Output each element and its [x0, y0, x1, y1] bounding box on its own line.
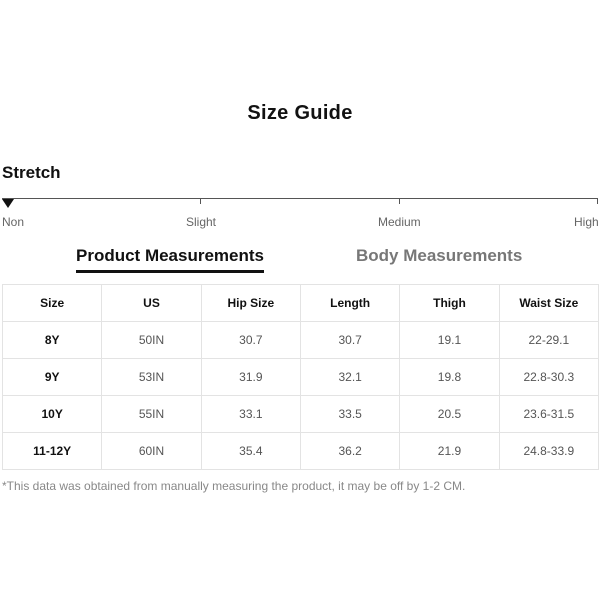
header-us: US — [102, 285, 201, 322]
cell-size: 8Y — [3, 322, 102, 359]
stretch-level-medium: Medium — [378, 215, 421, 229]
cell-hip-size: 30.7 — [201, 322, 300, 359]
cell-waist-size: 23.6-31.5 — [499, 396, 598, 433]
header-size: Size — [3, 285, 102, 322]
header-waist-size: Waist Size — [499, 285, 598, 322]
tab-body-measurements[interactable]: Body Measurements — [356, 246, 523, 265]
stretch-tick-high — [597, 198, 598, 204]
cell-hip-size: 35.4 — [201, 433, 300, 470]
cell-hip-size: 31.9 — [201, 359, 300, 396]
cell-length: 33.5 — [300, 396, 399, 433]
cell-waist-size: 24.8-33.9 — [499, 433, 598, 470]
cell-size: 10Y — [3, 396, 102, 433]
size-table — [2, 284, 599, 470]
cell-us: 50IN — [102, 322, 201, 359]
stretch-level-non: Non — [2, 215, 25, 229]
table-row — [3, 359, 599, 396]
cell-size: 9Y — [3, 359, 102, 396]
stretch-tick-medium — [399, 198, 400, 204]
stretch-marker-icon — [2, 199, 14, 208]
cell-hip-size: 33.1 — [201, 396, 300, 433]
cell-thigh: 19.8 — [400, 359, 499, 396]
cell-thigh: 20.5 — [400, 396, 499, 433]
cell-length: 32.1 — [300, 359, 399, 396]
cell-length: 30.7 — [300, 322, 399, 359]
cell-us: 55IN — [102, 396, 201, 433]
stretch-level-slight: Slight — [186, 215, 217, 229]
table-row — [3, 433, 599, 470]
stretch-level-high: High — [574, 215, 599, 229]
stretch-tick-slight — [200, 198, 201, 204]
tab-product-measurements[interactable]: Product Measurements — [76, 246, 264, 273]
stretch-scale-line — [2, 198, 598, 199]
stretch-label: Stretch — [2, 163, 61, 182]
header-length: Length — [300, 285, 399, 322]
table-row — [3, 322, 599, 359]
cell-us: 60IN — [102, 433, 201, 470]
cell-length: 36.2 — [300, 433, 399, 470]
cell-waist-size: 22.8-30.3 — [499, 359, 598, 396]
table-header-row — [3, 285, 599, 322]
cell-thigh: 19.1 — [400, 322, 499, 359]
table-row — [3, 396, 599, 433]
cell-us: 53IN — [102, 359, 201, 396]
cell-thigh: 21.9 — [400, 433, 499, 470]
measurement-note: *This data was obtained from manually measuring the product, it may be off by 1-2 CM. — [2, 479, 466, 493]
header-thigh: Thigh — [400, 285, 499, 322]
page-title: Size Guide — [247, 102, 353, 124]
cell-waist-size: 22-29.1 — [499, 322, 598, 359]
header-hip-size: Hip Size — [201, 285, 300, 322]
cell-size: 11-12Y — [3, 433, 102, 470]
